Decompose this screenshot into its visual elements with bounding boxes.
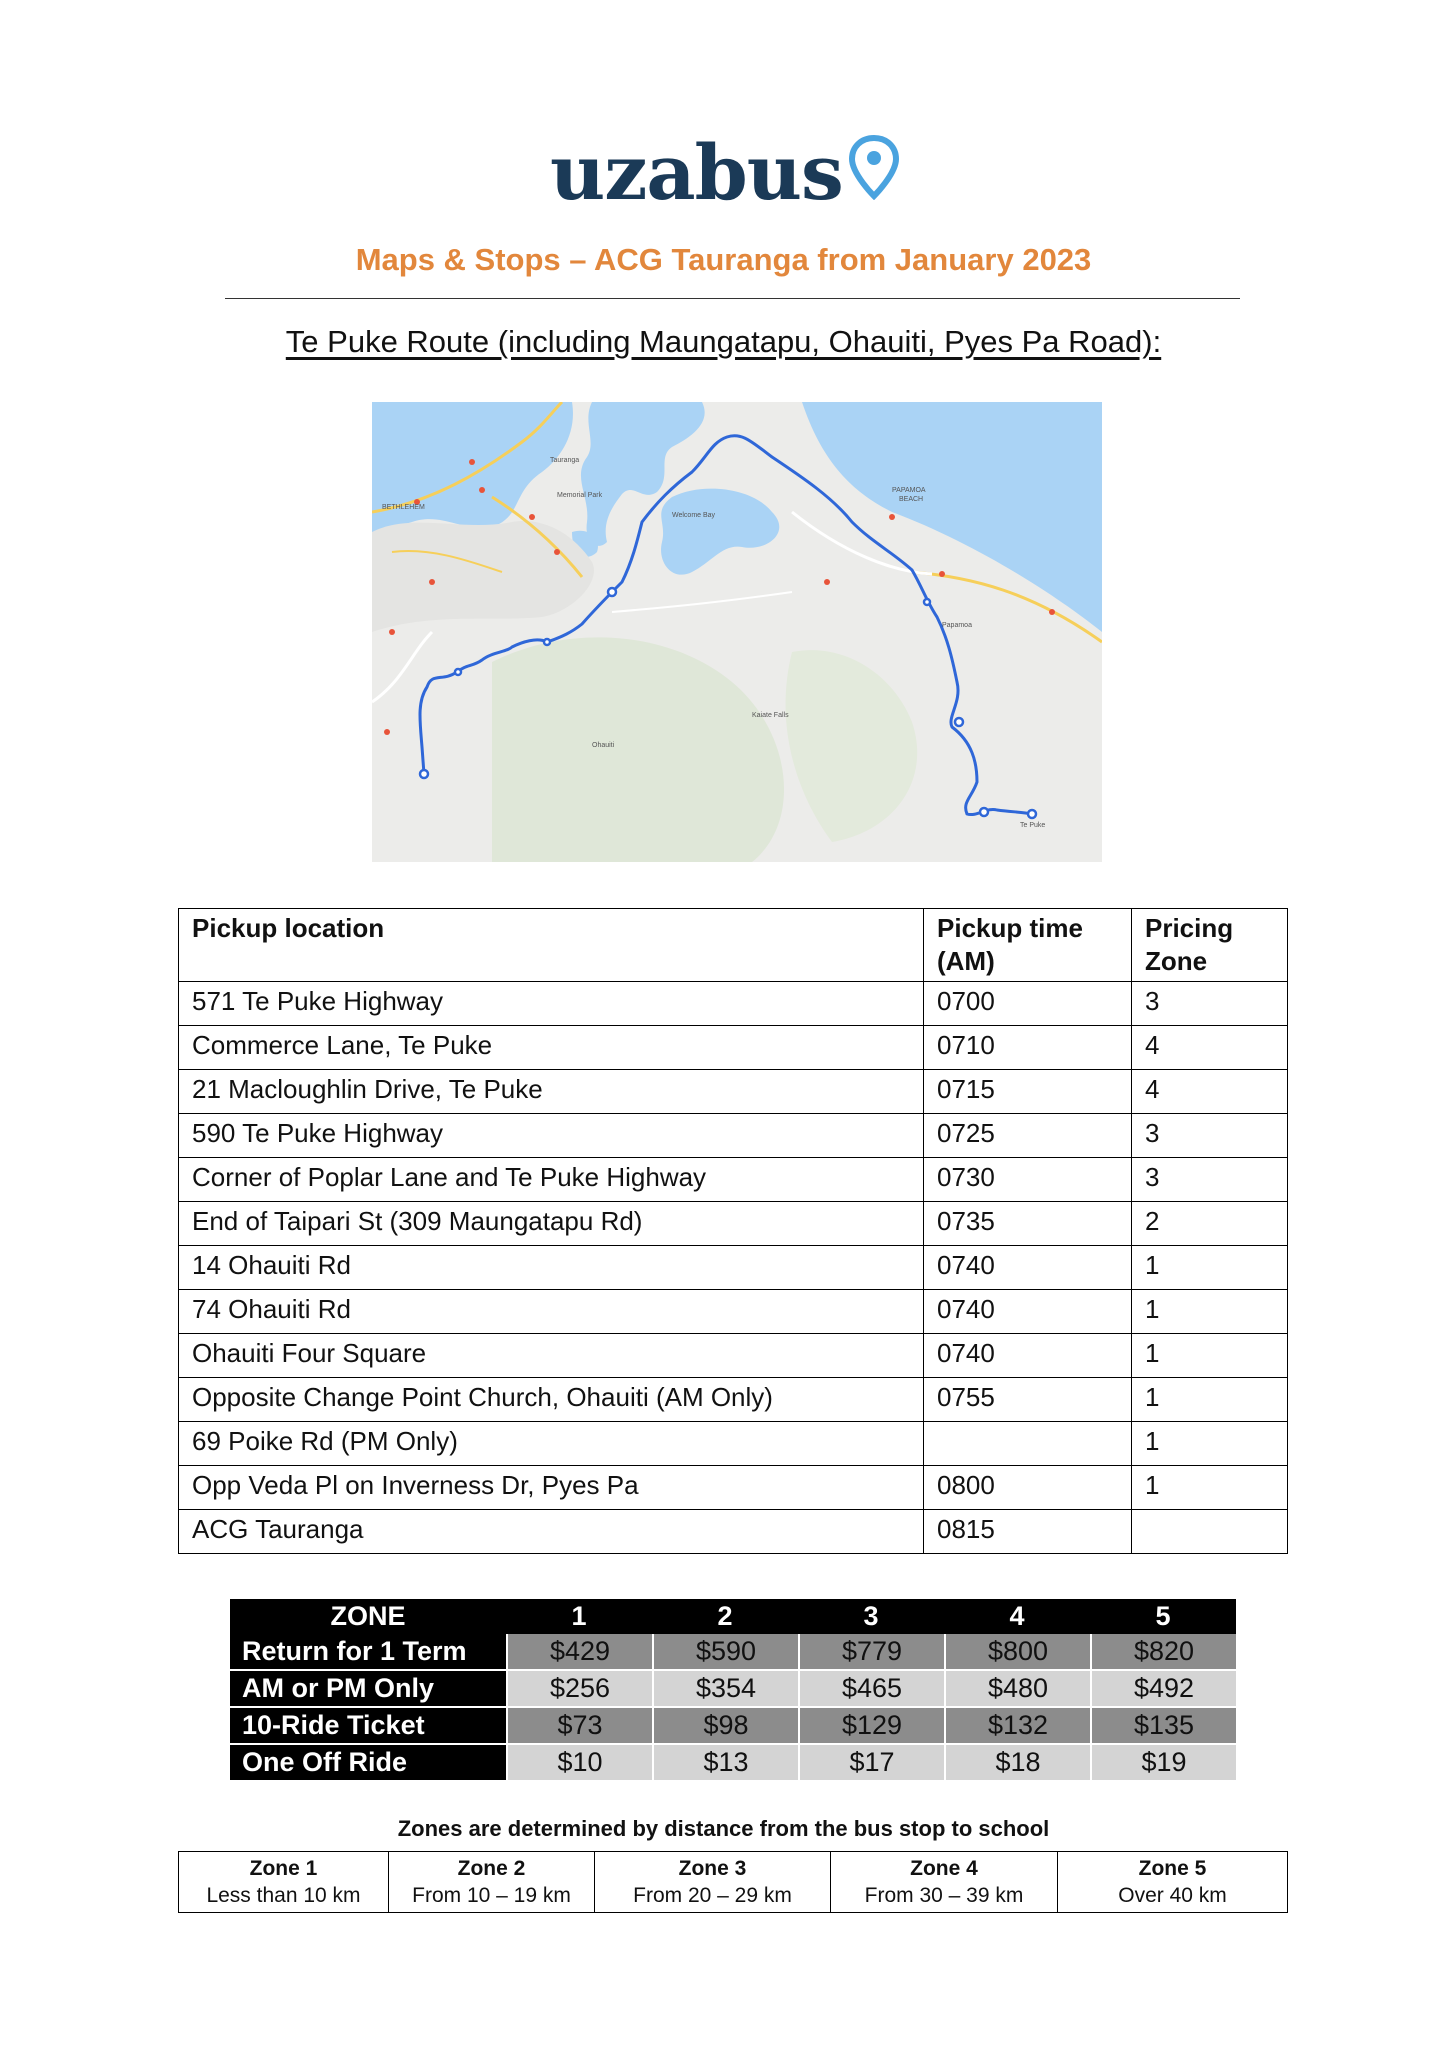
pickup-time: 0710 [924, 1026, 1132, 1070]
pickup-time: 0735 [924, 1202, 1132, 1246]
table-row [179, 1466, 1288, 1510]
pricing-row-label: AM or PM Only [230, 1671, 506, 1708]
table-row [179, 1158, 1288, 1202]
price-cell: $13 [652, 1745, 798, 1782]
price-cell: $465 [798, 1671, 944, 1708]
zone-name: Zone 4 [910, 1857, 978, 1880]
pickup-location: 21 Macloughlin Drive, Te Puke [179, 1070, 924, 1114]
zone-column-5: 5 [1090, 1599, 1236, 1634]
title-divider [225, 298, 1240, 299]
pickup-time: 0715 [924, 1070, 1132, 1114]
pricing-row-return-term [230, 1634, 1236, 1671]
table-row [179, 1246, 1288, 1290]
pickup-location: 590 Te Puke Highway [179, 1114, 924, 1158]
pricing-zone: 3 [1132, 982, 1288, 1026]
pricing-header-row [230, 1599, 1236, 1634]
price-cell: $73 [506, 1708, 652, 1745]
pickup-time: 0740 [924, 1246, 1132, 1290]
zone-cell-1 [179, 1852, 389, 1913]
price-cell: $800 [944, 1634, 1090, 1671]
pricing-row-label: Return for 1 Term [230, 1634, 506, 1671]
header-pricing-zone: Pricing Zone [1132, 909, 1288, 982]
table-row [179, 1290, 1288, 1334]
pickup-time: 0730 [924, 1158, 1132, 1202]
price-cell: $132 [944, 1708, 1090, 1745]
price-cell: $480 [944, 1671, 1090, 1708]
price-cell: $135 [1090, 1708, 1236, 1745]
pricing-zone: 1 [1132, 1334, 1288, 1378]
zone-range: Over 40 km [1118, 1884, 1227, 1907]
map-label-ohauiti: Ohauiti [592, 742, 615, 749]
zone-distance-row [179, 1852, 1288, 1913]
map-label-memorial-park: Memorial Park [557, 492, 603, 499]
price-cell: $590 [652, 1634, 798, 1671]
pickup-time: 0815 [924, 1510, 1132, 1554]
map-label-papamoa: PAPAMOA [892, 487, 926, 494]
price-cell: $10 [506, 1745, 652, 1782]
pricing-zone: 3 [1132, 1158, 1288, 1202]
map-label-kaiate: Kaiate Falls [752, 712, 789, 719]
price-cell: $820 [1090, 1634, 1236, 1671]
zone-column-2: 2 [652, 1599, 798, 1634]
price-cell: $354 [652, 1671, 798, 1708]
header-pickup-location: Pickup location [179, 909, 924, 982]
zone-column-4: 4 [944, 1599, 1090, 1634]
table-row [179, 1378, 1288, 1422]
zone-name: Zone 2 [457, 1857, 526, 1880]
pickup-time: 0740 [924, 1334, 1132, 1378]
route-map [372, 402, 1102, 862]
zone-name: Zone 3 [678, 1857, 747, 1880]
pricing-zone: 3 [1132, 1114, 1288, 1158]
pickup-table [178, 908, 1288, 1554]
pickup-location: 69 Poike Rd (PM Only) [179, 1422, 924, 1466]
zone-name: Zone 1 [249, 1857, 318, 1880]
pricing-zone: 1 [1132, 1466, 1288, 1510]
pricing-row-10-ride [230, 1708, 1236, 1745]
table-row [179, 1422, 1288, 1466]
zone-range: Less than 10 km [206, 1884, 361, 1907]
zone-distance-table [178, 1851, 1288, 1913]
zone-cell-2 [389, 1852, 595, 1913]
pickup-location: Opposite Change Point Church, Ohauiti (AM Only) [179, 1378, 924, 1422]
price-cell: $129 [798, 1708, 944, 1745]
pickup-location: ACG Tauranga [179, 1510, 924, 1554]
price-cell: $429 [506, 1634, 652, 1671]
pricing-zone: 1 [1132, 1290, 1288, 1334]
zone-cell-5 [1058, 1852, 1288, 1913]
logo-text: uzabus [550, 128, 843, 217]
zone-name: Zone 5 [1138, 1857, 1207, 1880]
header-pickup-time: Pickup time (AM) [924, 909, 1132, 982]
price-cell: $779 [798, 1634, 944, 1671]
pricing-zone: 1 [1132, 1378, 1288, 1422]
pickup-location: Corner of Poplar Lane and Te Puke Highway [179, 1158, 924, 1202]
document-title: Maps & Stops – ACG Tauranga from January 2023 [355, 242, 1092, 277]
pickup-location: End of Taipari St (309 Maungatapu Rd) [179, 1202, 924, 1246]
pickup-time: 0755 [924, 1378, 1132, 1422]
pickup-table-header [179, 909, 1288, 982]
zone-range: From 30 – 39 km [864, 1884, 1024, 1907]
pickup-time [924, 1422, 1132, 1466]
pricing-row-am-pm [230, 1671, 1236, 1708]
map-label-bethlehem: BETHLEHEM [382, 504, 425, 511]
uzabus-logo [550, 128, 910, 218]
pickup-location: 74 Ohauiti Rd [179, 1290, 924, 1334]
zone-column-1: 1 [506, 1599, 652, 1634]
zone-note: Zones are determined by distance from the bus stop to school [397, 1816, 1050, 1841]
table-row [179, 1334, 1288, 1378]
pricing-zone: 2 [1132, 1202, 1288, 1246]
pricing-zone: 4 [1132, 1070, 1288, 1114]
pickup-location: 571 Te Puke Highway [179, 982, 924, 1026]
price-cell: $256 [506, 1671, 652, 1708]
pricing-corner-label: ZONE [230, 1599, 506, 1634]
table-row [179, 1202, 1288, 1246]
table-row [179, 1070, 1288, 1114]
pricing-row-label: One Off Ride [230, 1745, 506, 1782]
map-label-papamoa-inland: Papamoa [942, 622, 972, 629]
pickup-location: Commerce Lane, Te Puke [179, 1026, 924, 1070]
price-cell: $17 [798, 1745, 944, 1782]
price-cell: $492 [1090, 1671, 1236, 1708]
zone-cell-3 [595, 1852, 831, 1913]
zone-cell-4 [831, 1852, 1058, 1913]
table-row [179, 1510, 1288, 1554]
pickup-time: 0700 [924, 982, 1132, 1026]
pricing-row-label: 10-Ride Ticket [230, 1708, 506, 1745]
price-cell: $98 [652, 1708, 798, 1745]
route-heading: Te Puke Route (including Maungatapu, Ohauiti, Pyes Pa Road): [285, 324, 1162, 359]
price-cell: $19 [1090, 1745, 1236, 1782]
map-label-welcome-bay: Welcome Bay [672, 512, 716, 519]
map-label-tauranga: Tauranga [550, 457, 580, 464]
pricing-zone: 4 [1132, 1026, 1288, 1070]
pricing-row-one-off [230, 1745, 1236, 1782]
zone-column-3: 3 [798, 1599, 944, 1634]
zone-range: From 20 – 29 km [633, 1884, 792, 1907]
table-row [179, 1114, 1288, 1158]
location-pin-icon [848, 134, 900, 200]
pickup-time: 0725 [924, 1114, 1132, 1158]
map-label-beach: BEACH [899, 496, 924, 503]
pricing-zone [1132, 1510, 1288, 1554]
table-row [179, 982, 1288, 1026]
table-row [179, 1026, 1288, 1070]
pickup-time: 0800 [924, 1466, 1132, 1510]
pricing-zone: 1 [1132, 1246, 1288, 1290]
pickup-location: Opp Veda Pl on Inverness Dr, Pyes Pa [179, 1466, 924, 1510]
pickup-location: 14 Ohauiti Rd [179, 1246, 924, 1290]
map-label-te-puke: Te Puke [1020, 822, 1046, 829]
pickup-location: Ohauiti Four Square [179, 1334, 924, 1378]
pickup-time: 0740 [924, 1290, 1132, 1334]
pricing-zone: 1 [1132, 1422, 1288, 1466]
zone-range: From 10 – 19 km [412, 1884, 571, 1907]
price-cell: $18 [944, 1745, 1090, 1782]
pricing-table [230, 1599, 1236, 1782]
